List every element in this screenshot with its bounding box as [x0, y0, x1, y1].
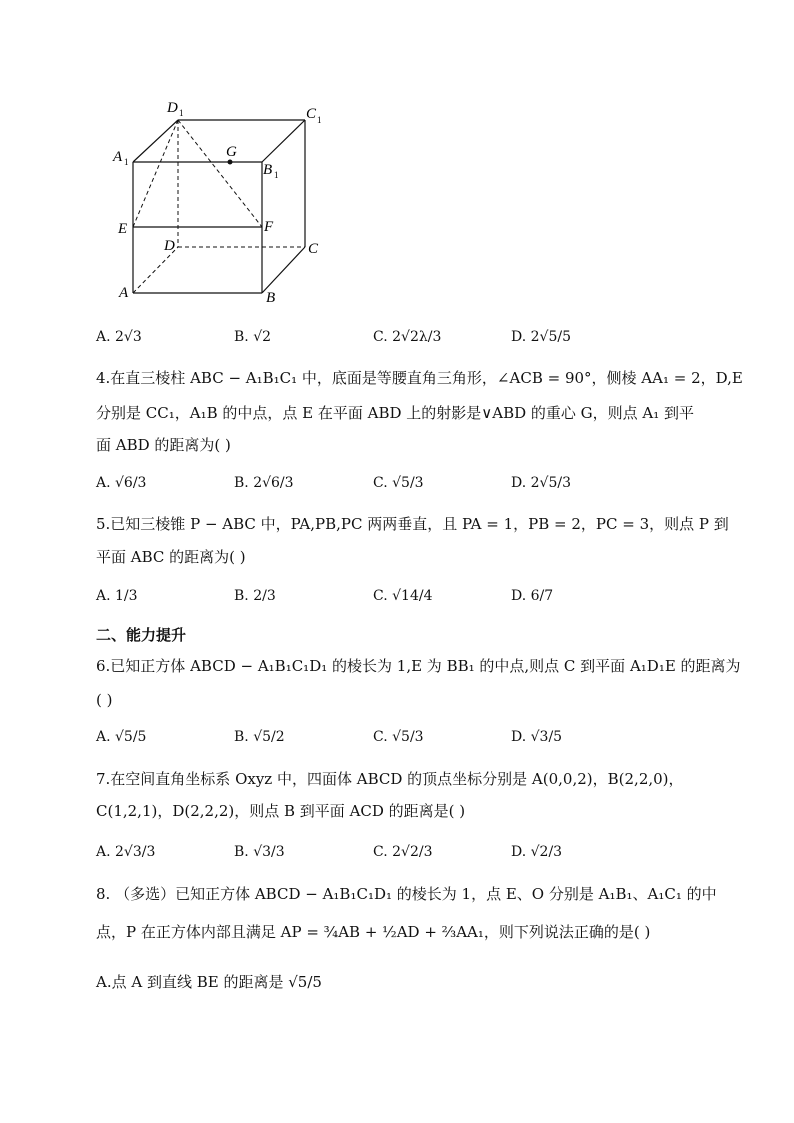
q4-option-b[interactable]: B. 2√6/3 — [234, 475, 294, 491]
q7-option-c[interactable]: C. 2√2/3 — [373, 844, 433, 860]
q7-line-1: 7.在空间直角坐标系 Oxyz 中，四面体 ABCD 的顶点坐标分别是 A(0,0,2)，B(2,2,0)， — [96, 770, 684, 788]
q8-line-2: 点，P 在正方体内部且满足 AP = ¾AB + ½AD + ⅔AA₁，则下列说法正确的是( ) — [96, 923, 651, 941]
q6-option-a[interactable]: A. √5/5 — [96, 729, 147, 745]
q4-option-c[interactable]: C. √5/3 — [373, 475, 424, 491]
label-E: E — [118, 221, 128, 237]
label-D: D — [164, 238, 175, 254]
edge-B-C — [262, 247, 305, 293]
label-C1: C — [306, 106, 317, 122]
q4-line-2: 分别是 CC₁，A₁B 的中点，点 E 在平面 ABD 上的射影是∨ABD 的重心 G，则点 A₁ 到平 — [96, 404, 695, 422]
q6-option-b[interactable]: B. √5/2 — [234, 729, 285, 745]
point-G — [228, 160, 233, 165]
label-B: B — [266, 290, 276, 306]
q4-line-3: 面 ABD 的距离为( ) — [96, 436, 231, 454]
label-D1-sub: 1 — [179, 108, 184, 118]
segment-D1-F — [178, 120, 262, 227]
label-B1: B — [263, 162, 273, 178]
edge-B1-C1 — [262, 120, 305, 162]
label-A1: A — [113, 149, 123, 165]
q7-option-a[interactable]: A. 2√3/3 — [96, 844, 156, 860]
q6-line-2: ( ) — [96, 691, 113, 709]
q4-option-d[interactable]: D. 2√5/3 — [511, 475, 571, 491]
q3-option-c[interactable]: C. 2√2λ/3 — [373, 329, 442, 345]
label-A: A — [119, 285, 129, 301]
q5-option-a[interactable]: A. 1/3 — [96, 588, 138, 604]
q3-option-b[interactable]: B. √2 — [234, 329, 272, 345]
label-G: G — [226, 144, 237, 160]
q6-line-1: 6.已知正方体 ABCD − A₁B₁C₁D₁ 的棱长为 1,E 为 BB₁ 的中点,则点 C 到平面 A₁D₁E 的距离为 — [96, 657, 741, 675]
q7-option-d[interactable]: D. √2/3 — [511, 844, 563, 860]
cube-figure — [100, 90, 340, 310]
q3-option-d[interactable]: D. 2√5/5 — [511, 329, 571, 345]
q6-option-c[interactable]: C. √5/3 — [373, 729, 424, 745]
q7-line-2: C(1,2,1)，D(2,2,2)，则点 B 到平面 ACD 的距离是( ) — [96, 802, 466, 820]
q5-line-2: 平面 ABC 的距离为( ) — [96, 548, 246, 566]
label-C: C — [308, 241, 319, 257]
segment-D1-E — [133, 120, 178, 227]
q5-option-b[interactable]: B. 2/3 — [234, 588, 276, 604]
q8-line-1: 8. （多选）已知正方体 ABCD − A₁B₁C₁D₁ 的棱长为 1，点 E、O 分别是 A₁B₁、A₁C₁ 的中 — [96, 885, 717, 903]
label-D1: D — [167, 100, 178, 116]
label-B1-sub: 1 — [274, 170, 279, 180]
label-C1-sub: 1 — [317, 115, 322, 125]
q4-line-1: 4.在直三棱柱 ABC − A₁B₁C₁ 中，底面是等腰直角三角形，∠ACB = 90°，侧棱 AA₁ = 2，D,E — [96, 369, 743, 387]
section-heading: 二、能力提升 — [96, 626, 187, 644]
label-A1-sub: 1 — [124, 157, 129, 167]
q7-option-b[interactable]: B. √3/3 — [234, 844, 285, 860]
q5-line-1: 5.已知三棱锥 P − ABC 中，PA,PB,PC 两两垂直，且 PA = 1，PB = 2，PC = 3，则点 P 到 — [96, 515, 729, 533]
edge-A1-D1 — [133, 120, 178, 162]
q5-option-c[interactable]: C. √14/4 — [373, 588, 433, 604]
q8-option-a[interactable]: A.点 A 到直线 BE 的距离是 √5/5 — [96, 973, 322, 991]
q5-option-d[interactable]: D. 6/7 — [511, 588, 554, 604]
q3-option-a[interactable]: A. 2√3 — [96, 329, 142, 345]
q6-option-d[interactable]: D. √3/5 — [511, 729, 563, 745]
label-F: F — [264, 219, 274, 235]
q4-option-a[interactable]: A. √6/3 — [96, 475, 147, 491]
